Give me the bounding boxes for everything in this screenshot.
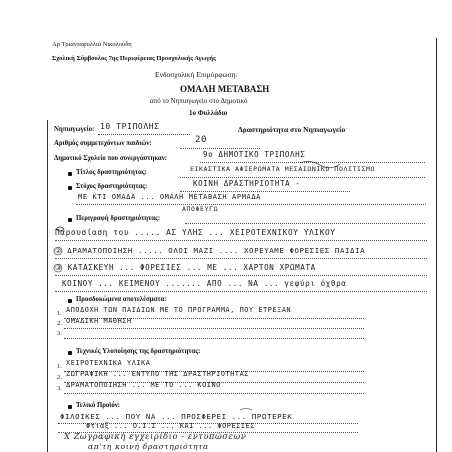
program-title: Ενδοσχολική Επιμόρφωση: xyxy=(155,70,238,79)
activity-title-label: Τίτλος δραστηριότητας: xyxy=(76,169,147,176)
author-role: Σχολική Σύμβουλος 7ης Περιφέρειας Προσχολικής Αγωγής xyxy=(52,55,216,62)
technique-text[interactable]: ΔΡΑΜΑΤΟΠΟΙΗΣΗ ... ΜΕ ΤΟ ... ΚΟΙΝΟ xyxy=(66,381,221,389)
techniques-label: Τεχνικές Υλοποίησης της δραστηριότητας: xyxy=(76,348,201,355)
school-value[interactable]: 10 ΤΡΙΠΟΛΗΣ xyxy=(100,122,160,131)
form-subtitle: από το Νηπιαγωγείο στο Δημοτικό xyxy=(150,97,248,105)
technique-number: 3. xyxy=(57,385,62,392)
technique-number: 1. xyxy=(57,363,62,370)
outcome-number: 3. xyxy=(57,330,62,337)
product-line-1[interactable]: ΦΙΛΟΙΚΕΣ ... ΠΟΥ ΝΑ ... ΠΡΟΣΦΕΡΕΙ ... ΠΡΩΤΕΡΕΚ xyxy=(60,412,293,421)
product-line-3[interactable]: Χ Ζωγραφική εγχειρίδιο - εντυπώσεων xyxy=(64,431,247,441)
outcomes-label: Προσδοκώμενα αποτελέσματα: xyxy=(76,296,167,303)
description-line-4[interactable]: ΚΟΙΝΟΥ ... ΚΕΙΜΕΝΟΥ ....... ΑΠΟ ... ΝΑ ... γεφύρι όχθρα xyxy=(62,279,347,288)
description-line-3[interactable]: ③ ΚΑΤΑΣΚΕΥΗ ... ΦΟΡΕΣΙΕΣ ... ΜΕ ... ΧΑΡΤΟΝ ΧΡΩΜΑΤΑ xyxy=(55,263,316,272)
description-line-2[interactable]: ② ΔΡΑΜΑΤΟΠΟΙΗΣΗ ..... ΟΛΟΙ ΜΑΖΙ .... ΧΟΡΕΥΑΜΕ ΦΟΡΕΣΙΕΣ ΠΑΙΔΙΑ xyxy=(55,246,366,255)
product-label: Τελικό Προϊόν: xyxy=(76,402,121,409)
description-line-1[interactable]: Παρουσίαση του ..... ΑΣ ΥΛΗΣ ... ΧΕΙΡΟΤΕΧΝΙΚΟΥ ΥΛΙΚΟΥ xyxy=(55,228,336,237)
outcome-text[interactable]: ΟΜΑΔΙΚΗ ΜΑΘΗΣΗ xyxy=(66,317,132,325)
children-value[interactable]: 20 xyxy=(195,135,208,145)
school-label: Νηπιαγωγείο: xyxy=(54,126,95,133)
goal-line-3[interactable]: ΑΠΟΦΕΥΓΩ xyxy=(182,205,219,213)
activity-heading: Δραστηριότητα στο Νηπιαγωγείο xyxy=(238,125,346,134)
description-label: Περιγραφή δραστηριότητας: xyxy=(76,215,161,222)
outcome-text[interactable]: ΑΠΟΔΟΧΗ ΤΩΝ ΠΑΙΔΙΩΝ ΜΕ ΤΟ ΠΡΟΓΡΑΜΜΑ, ΠΟΥ ΕΤΡΕΞΑΝ xyxy=(66,306,292,314)
product-line-2[interactable]: Φτιαξ ... Ο.Ι.Σ ... ΚΑΙ ... ΦΟΡΕΣΙΕΣ xyxy=(86,422,255,430)
outcome-number: 1. xyxy=(57,310,62,317)
children-label: Αριθμός συμμετεχόντων παιδιών: xyxy=(54,140,152,147)
goal-line-2[interactable]: ΜΕ ΚΤΙ ΟΜΑΔΑ ... ΟΜΑΛΗ ΜΕΤΑΒΑΣΗ ΑΡΜΑΔΑ xyxy=(78,193,261,201)
partner-value[interactable]: 9ο ΔΗΜΟΤΙΚΟ ΤΡΙΠΟΛΗΣ xyxy=(203,150,306,159)
product-line-4[interactable]: απ'τη κοινή δραστηριότητα xyxy=(88,442,209,451)
technique-text[interactable]: ΖΩΓΡΑΦΙΚΗ ... ΕΝΤΥΠΟ ΤΗΣ ΔΡΑΣΤΗΡΙΟΤΗΤΑΣ xyxy=(66,370,249,378)
outcome-number: 2. xyxy=(57,320,62,327)
technique-text[interactable]: ΧΕΙΡΟΤΕΧΝΙΚΑ ΥΛΙΚΑ xyxy=(66,359,151,367)
goal-line-1[interactable]: ΚΟΙΝΗ ΔΡΑΣΤΗΡΙΟΤΗΤΑ - xyxy=(193,179,301,188)
author-name: Αρ Τριανταφυλλιά Νικολούδη xyxy=(52,41,132,48)
form-title: ΟΜΑΛΗ ΜΕΤΑΒΑΣΗ xyxy=(180,84,270,94)
activity-title-value[interactable]: ΕΙΚΑΣΤΙΚΑ ΑΦΙΕΡΩΜΑΤΑ ΜΕΣΑΙΩΝΙΚΟ ΠΟΛΙΤΙΣΜΟ xyxy=(190,165,376,173)
goal-label: Στόχος δραστηριότητας: xyxy=(76,183,148,190)
partner-label: Δημοτικό Σχολείο που συνεργάστηκαν: xyxy=(54,155,168,162)
sheet-number: 1ο Φυλλάδιο xyxy=(189,109,228,117)
technique-number: 2. xyxy=(57,374,62,381)
